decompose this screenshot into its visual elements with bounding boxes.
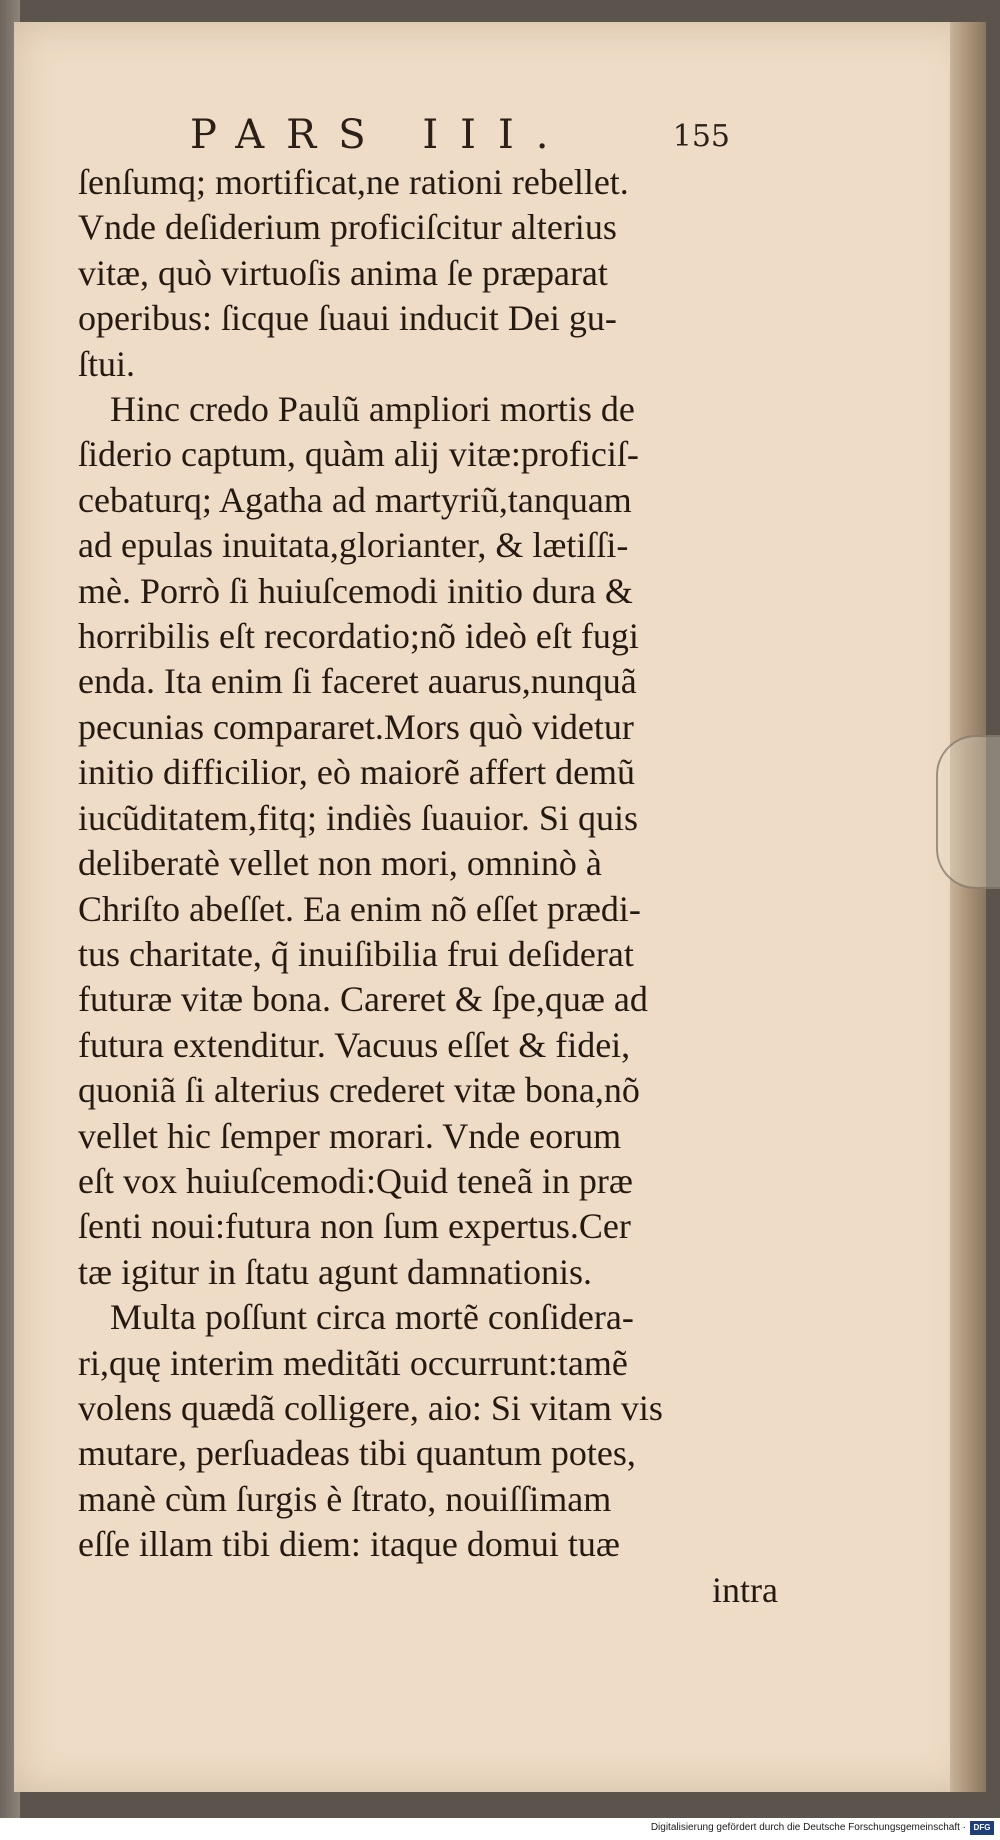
text-line: cebaturq; Agatha ad martyriũ,tanquam	[78, 479, 632, 520]
text-line: tus charitate, q̃ inuiſibilia frui deſiderat	[78, 933, 634, 974]
text-line: vitæ, quò virtuoſis anima ſe præparat	[78, 252, 608, 293]
text-line: ſtui.	[78, 343, 136, 384]
text-line: initio difficilior, eò maiorẽ affert demũ	[78, 752, 636, 793]
text-line: iucũditatem,fitq; indiès ſuauior. Si quis	[78, 797, 638, 838]
text-line: pecunias compararet.Mors quò videtur	[78, 706, 634, 747]
text-line: mè. Porrò ſi huiuſcemodi initio dura &	[78, 570, 633, 611]
text-line: manè cùm ſurgis è ſtrato, nouiſſimam	[78, 1478, 612, 1519]
page-clip-shadow	[936, 735, 1000, 889]
text-line: deliberatè vellet non mori, omninò à	[78, 843, 602, 884]
page-edge	[950, 22, 986, 1792]
text-line: eſt vox huiuſcemodi:Quid teneã in præ	[78, 1160, 633, 1201]
text-line: Chriſto abeſſet. Ea enim nõ eſſet prædi-	[78, 888, 641, 929]
text-line: Multa poſſunt circa mortẽ conſidera-	[110, 1297, 634, 1338]
text-line: ſiderio captum, quàm alij vitæ:proficiſ-	[78, 434, 639, 475]
page-number: 155	[672, 119, 730, 154]
text-line: tæ igitur in ſtatu agunt damnationis.	[78, 1251, 592, 1292]
catchword: intra	[712, 1569, 778, 1610]
body-text	[78, 160, 778, 1613]
text-line: Vnde deſiderium proficiſcitur alterius	[78, 207, 617, 248]
dfg-logo: DFG	[970, 1821, 994, 1835]
text-line: operibus: ſicque ſuaui inducit Dei gu-	[78, 298, 617, 339]
text-line: eſſe illam tibi diem: itaque domui tuæ	[78, 1524, 620, 1565]
text-line: ri,quę interim meditãti occurrunt:tamẽ	[78, 1342, 628, 1383]
text-line: mutare, perſuadeas tibi quantum potes,	[78, 1433, 636, 1474]
text-line: futura extenditur. Vacuus eſſet & fidei,	[78, 1024, 631, 1065]
text-line: ad epulas inuitata,glorianter, & lætiſſi-	[78, 525, 629, 566]
text-line: quoniã ſi alterius crederet vitæ bona,nõ	[78, 1070, 640, 1111]
running-head: PARS III.	[190, 112, 571, 158]
text-line: futuræ vitæ bona. Careret & ſpe,quæ ad	[78, 979, 648, 1020]
text-line: ſenti noui:futura non ſum expertus.Cer	[78, 1206, 631, 1247]
text-line: volens quædã colligere, aio: Si vitam vis	[78, 1387, 663, 1428]
page-header	[190, 110, 730, 160]
text-line: horribilis eſt recordatio;nõ ideò eſt fugi	[78, 616, 639, 657]
text-line: vellet hic ſemper morari. Vnde eorum	[78, 1115, 622, 1156]
text-line: enda. Ita enim ſi faceret auarus,nunquã	[78, 661, 637, 702]
text-line: ſenſumq; mortificat,ne rationi rebellet.	[78, 162, 629, 202]
digitization-credit: Digitalisierung gefördert durch die Deutsche Forschungsgemeinschaft ·	[650, 1822, 966, 1833]
text-line: Hinc credo Paulũ ampliori mortis de	[110, 389, 635, 430]
